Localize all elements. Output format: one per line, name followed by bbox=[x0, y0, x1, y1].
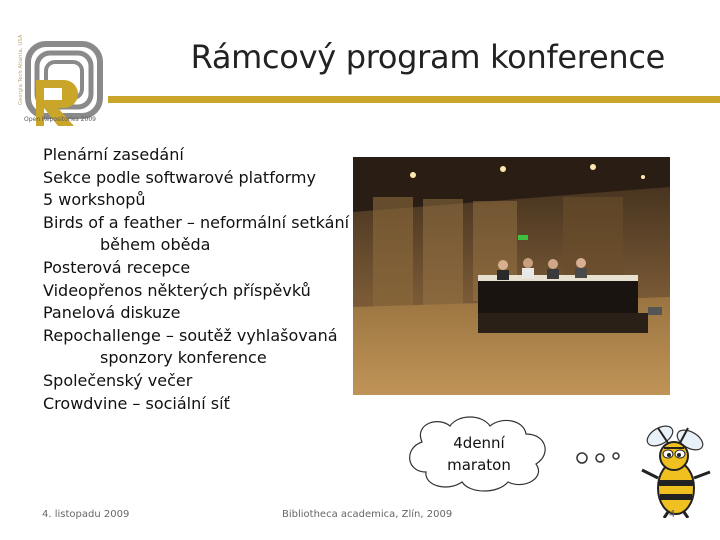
logo-caption: Open Repositories 2009 bbox=[24, 116, 96, 123]
logo-side-text: Georgia Tech Atlanta, USA bbox=[18, 34, 24, 105]
footer-date: 4. listopadu 2009 bbox=[42, 509, 130, 520]
list-item: Posterová recepce bbox=[43, 257, 191, 277]
conference-hall-photo bbox=[353, 157, 670, 395]
list-item: Repochallenge – soutěž vyhlašovaná sponzory konference bbox=[43, 325, 338, 368]
list-item: Videopřenos některých příspěvků bbox=[43, 280, 311, 300]
program-list bbox=[43, 144, 349, 415]
bee-mascot-icon bbox=[572, 418, 720, 518]
list-item: 5 workshopů bbox=[43, 190, 146, 210]
footer-venue: Bibliotheca academica, Zlín, 2009 bbox=[282, 509, 453, 520]
open-repositories-logo-icon bbox=[22, 40, 108, 126]
slide-title: Rámcový program konference bbox=[190, 38, 665, 76]
list-item: Crowdvine – sociální síť bbox=[43, 393, 230, 413]
list-item: Společenský večer bbox=[43, 370, 193, 390]
list-item: Plenární zasedání bbox=[43, 145, 184, 164]
list-item: Birds of a feather – neformální setkání během oběda bbox=[43, 212, 350, 255]
slide-number: 4 bbox=[669, 509, 676, 520]
list-item: Sekce podle softwarové platformy bbox=[43, 167, 316, 187]
cloud-text: 4denní maraton bbox=[447, 434, 511, 474]
list-item: Panelová diskuze bbox=[43, 303, 181, 323]
title-divider bbox=[108, 96, 720, 103]
